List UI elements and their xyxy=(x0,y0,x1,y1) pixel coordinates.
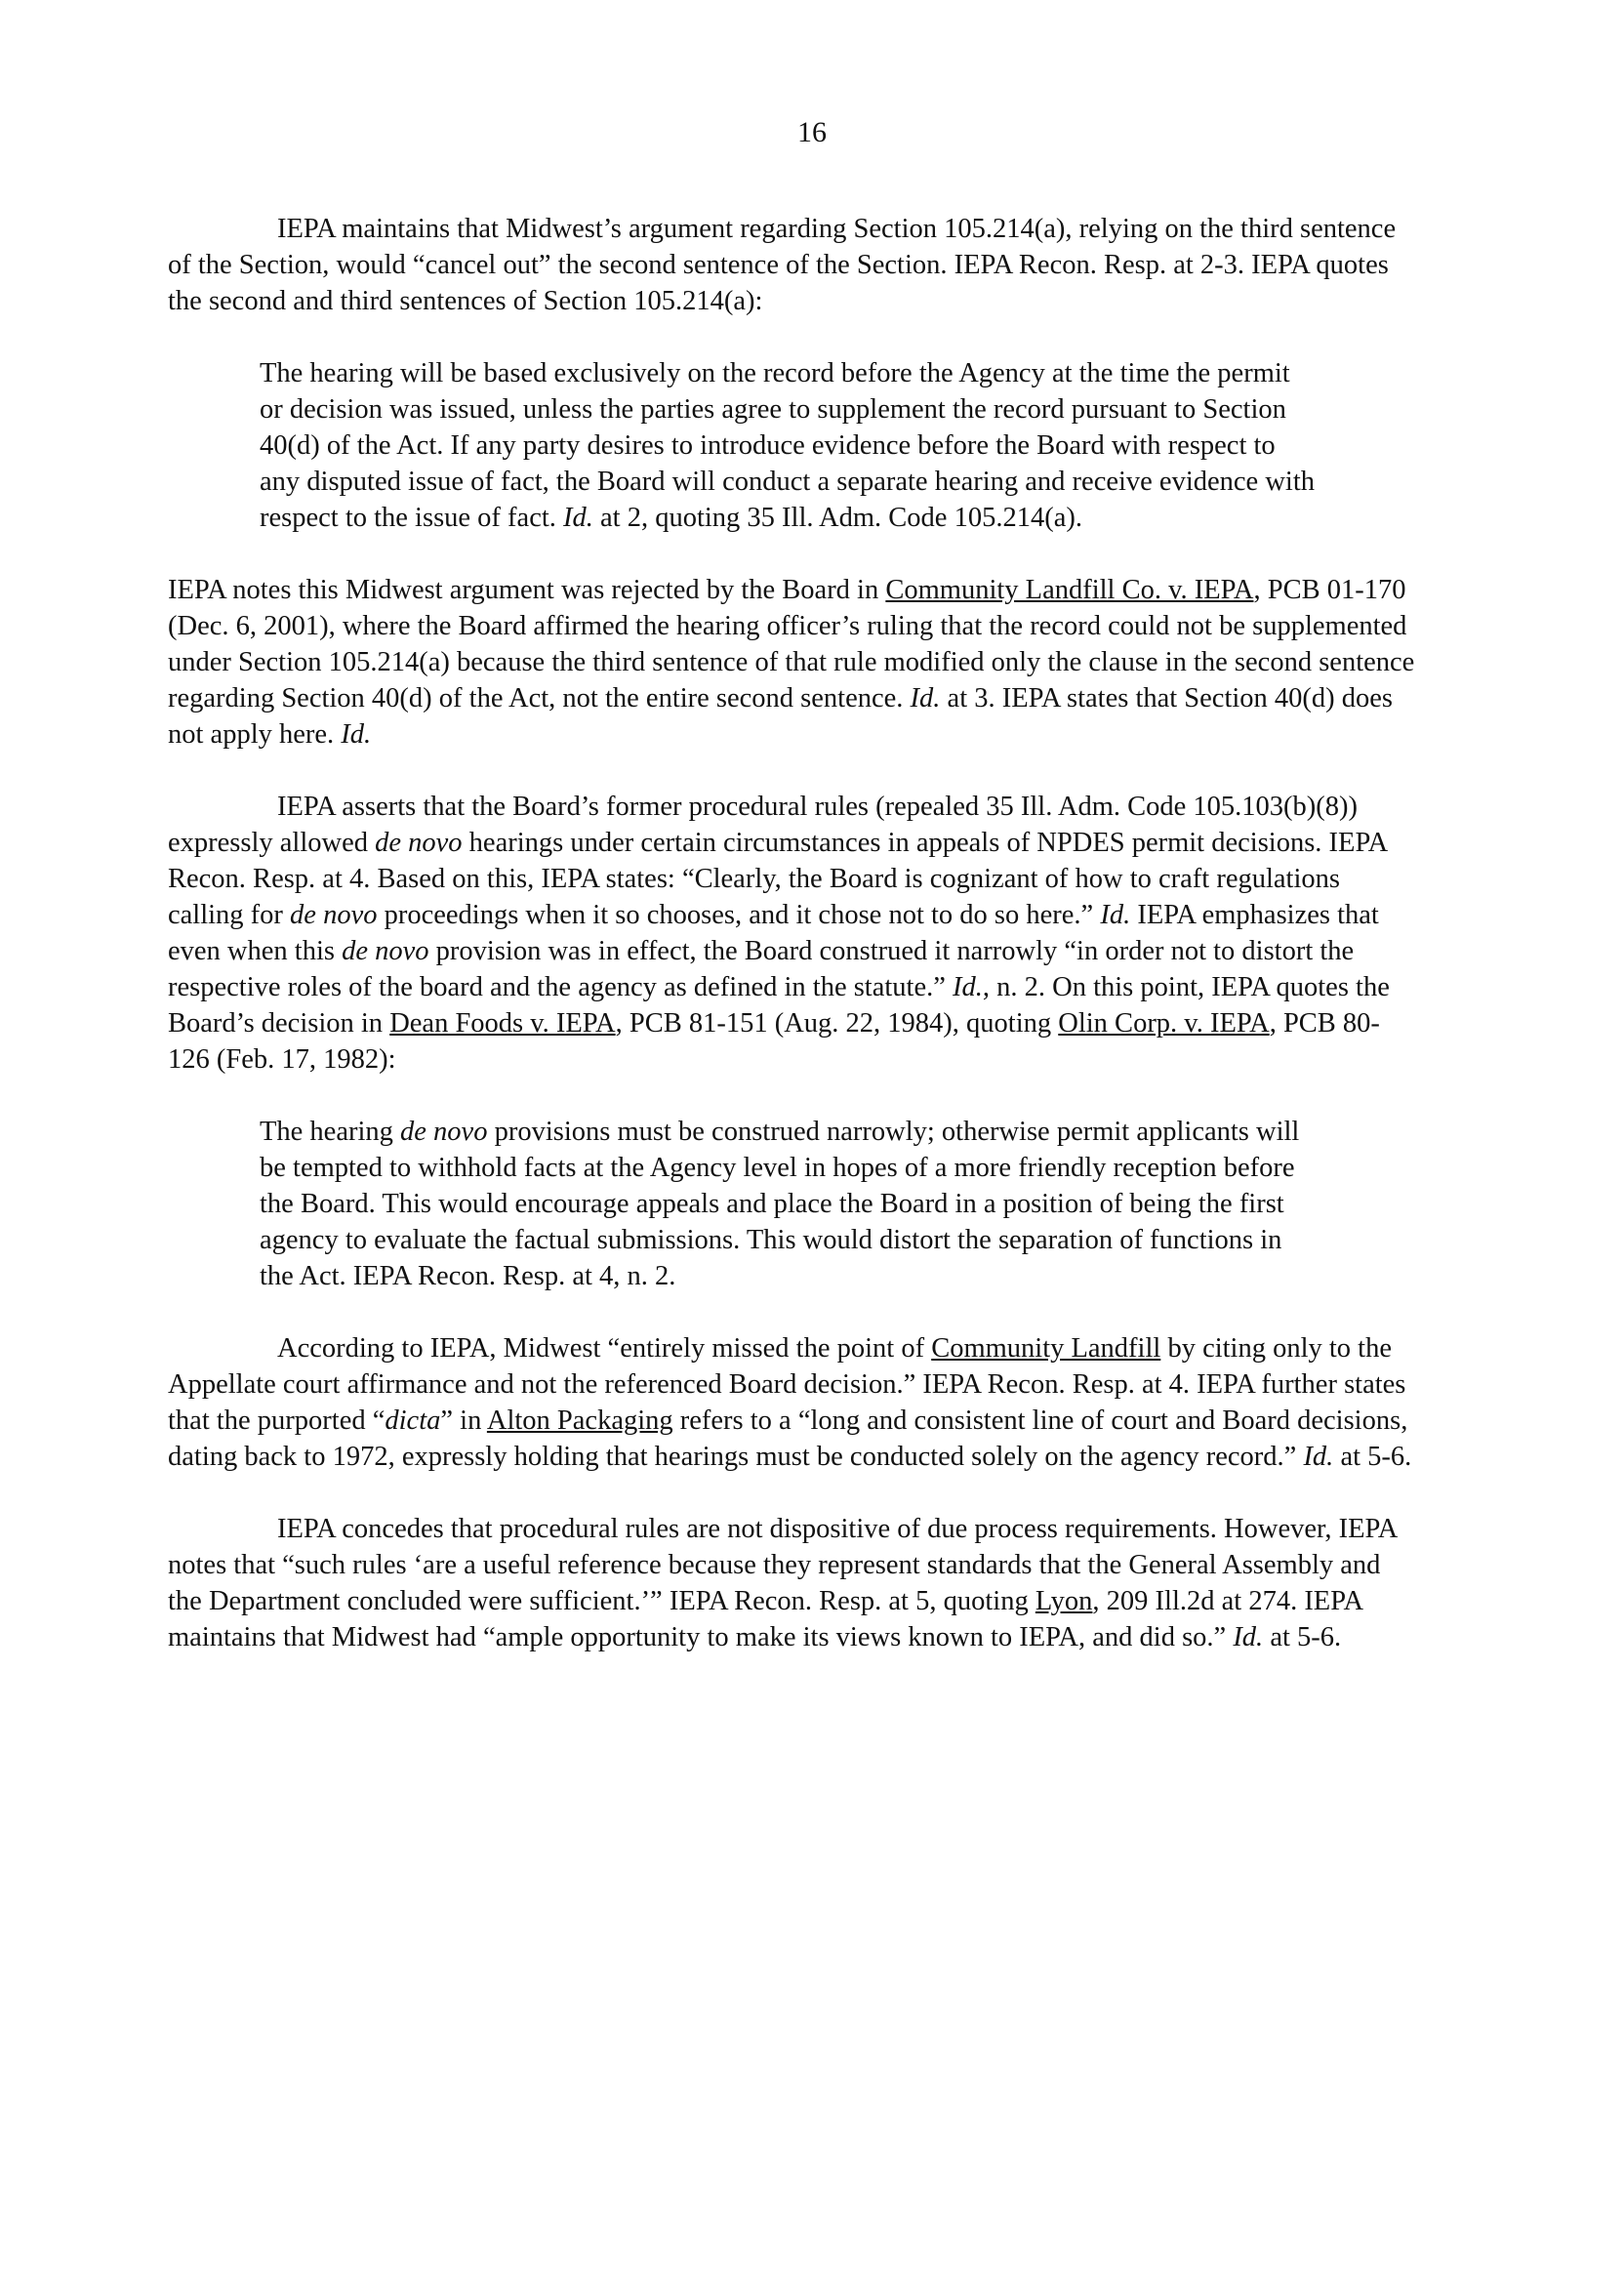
text-run: The hearing will be based exclusively on the record before the Agency at the time the permit or decision was issued, unless the parties agree to supplement the record pursuant to Section 40(d) of the Act. If any party desires to introduce evidence before the Board with respect to any disputed issue of fact, the Board will conduct a separate hearing and receive evidence with respect to the issue of fact. xyxy=(260,358,1315,533)
italic-text: Id. xyxy=(1100,900,1131,930)
text-run: , PCB 01-170 (Dec. 6, 2001), where the Board affirmed the hearing officer’s ruling that the record could not be supplemented under Section 105.214(a) because the third sentence of that rule modified only the clause in the second sentence regarding Section 40(d) of the Act, not the entire second sentence. xyxy=(168,575,1415,713)
paragraph xyxy=(168,572,1415,753)
text-run: , PCB 80-126 (Feb. 17, 1982): xyxy=(168,1008,1380,1075)
paragraph xyxy=(168,1511,1415,1655)
italic-text: de novo xyxy=(375,828,463,858)
text-run: at 3. IEPA states that Section 40(d) does not apply here. xyxy=(168,683,1394,750)
text-run: hearings under certain circumstances in appeals of NPDES permit decisions. IEPA Recon. Resp. at 4. Based on this, IEPA states: “Clearly, the Board is cognizant of how to craft regulations calling for xyxy=(168,828,1387,930)
italic-text: Id. xyxy=(953,972,983,1002)
case-citation: Alton Packaging xyxy=(486,1406,673,1436)
case-citation: Lyon xyxy=(1035,1586,1093,1616)
text-run: , 209 Ill.2d at 274. IEPA maintains that Midwest had “ample opportunity to make its views known to IEPA, and did so.” xyxy=(168,1586,1362,1652)
text-run: IEPA concedes that procedural rules are not dispositive of due process requirements. However, IEPA notes that “such rules ‘are a useful reference because they represent standards that the General Assembly and the Department concluded were sufficient.’” IEPA Recon. Resp. at 5, quoting xyxy=(168,1514,1397,1616)
text-run: IEPA asserts that the Board’s former procedural rules (repealed 35 Ill. Adm. Code 105.103(b)(8)) expressly allowed xyxy=(168,792,1358,858)
italic-text: Id. xyxy=(563,503,593,533)
text-run: at 5-6. xyxy=(1263,1622,1342,1652)
text-run: , PCB 81-151 (Aug. 22, 1984), quoting xyxy=(615,1008,1059,1039)
italic-text: dicta xyxy=(385,1406,441,1436)
case-citation: Community Landfill xyxy=(931,1333,1161,1364)
text-run: IEPA notes this Midwest argument was rejected by the Board in xyxy=(168,575,886,605)
page-number: 16 xyxy=(797,116,827,148)
text-run: at 5-6. xyxy=(1333,1442,1412,1472)
document-body xyxy=(168,211,1415,1691)
italic-text: de novo xyxy=(342,936,429,966)
block-quote xyxy=(168,1114,1415,1294)
text-run: provisions must be construed narrowly; otherwise permit applicants will be tempted to withhold facts at the Agency level in hopes of a more friendly reception before the Board. This would encourage appeals and place the Board in a position of being the first agency to evaluate the factual submissions. This would distort the separation of functions in the Act. IEPA Recon. Resp. at 4, n. 2. xyxy=(260,1117,1300,1291)
text-run: ” in xyxy=(440,1406,487,1436)
text-run: IEPA maintains that Midwest’s argument regarding Section 105.214(a), relying on the third sentence of the Section, would “cancel out” the second sentence of the Section. IEPA Recon. Resp. at 2-3. IEPA quotes the second and third sentences of Section 105.214(a): xyxy=(168,214,1397,316)
text-run: IEPA emphasizes that even when this xyxy=(168,900,1379,966)
case-citation: Dean Foods v. IEPA xyxy=(389,1008,616,1039)
text-run: The hearing xyxy=(260,1117,401,1147)
italic-text: Id. xyxy=(1303,1442,1334,1472)
text-run: , n. 2. On this point, IEPA quotes the Board’s decision in xyxy=(168,972,1390,1039)
italic-text: de novo xyxy=(290,900,378,930)
italic-text: Id. xyxy=(1233,1622,1264,1652)
block-quote xyxy=(168,355,1415,536)
case-citation: Olin Corp. v. IEPA xyxy=(1058,1008,1270,1039)
text-run: According to IEPA, Midwest “entirely missed the point of xyxy=(277,1333,932,1364)
text-run: at 2, quoting 35 Ill. Adm. Code 105.214(a). xyxy=(592,503,1082,533)
text-run: proceedings when it so chooses, and it chose not to do so here.” xyxy=(377,900,1101,930)
italic-text: de novo xyxy=(400,1117,488,1147)
case-citation: Community Landfill Co. v. IEPA xyxy=(885,575,1254,605)
text-run: provision was in effect, the Board construed it narrowly “in order not to distort the respective roles of the board and the agency as defined in the statute.” xyxy=(168,936,1355,1002)
text-run: refers to a “long and consistent line of court and Board decisions, dating back to 1972, expressly holding that hearings must be conducted solely on the agency record.” xyxy=(168,1406,1408,1472)
italic-text: Id. xyxy=(910,683,941,713)
paragraph xyxy=(168,789,1415,1078)
text-run: by citing only to the Appellate court affirmance and not the referenced Board decision.” IEPA Recon. Resp. at 4. IEPA further states that the purported “ xyxy=(168,1333,1406,1436)
italic-text: Id. xyxy=(341,719,372,750)
paragraph xyxy=(168,211,1415,319)
paragraph xyxy=(168,1330,1415,1475)
